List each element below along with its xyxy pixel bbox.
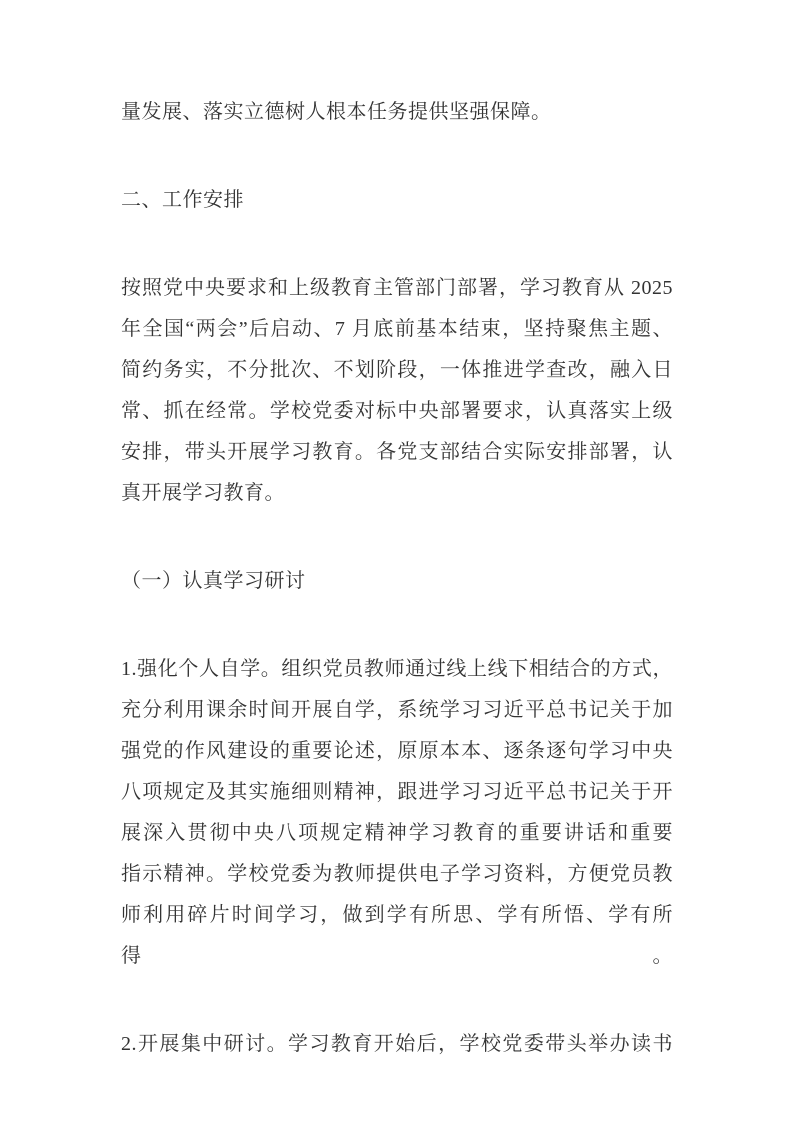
text-line: 量发展、落实立德树人根本任务提供坚强保障。 <box>121 101 552 123</box>
text-line: （一）认真学习研讨 <box>121 570 306 592</box>
text-line: 师利用碎片时间学习，做到学有所思、学有所悟、学有所得。 <box>121 904 673 967</box>
text-line: 充分利用课余时间开展自学，系统学习习近平总书记关于加 <box>121 699 673 721</box>
text-line: 八项规定及其实施细则精神，跟进学习习近平总书记关于开 <box>121 781 673 803</box>
subsection-heading-1 <box>121 561 673 602</box>
paragraph-continuation <box>121 92 673 133</box>
text-line: 简约务实，不分批次、不划阶段，一体推进学查改，融入日 <box>121 359 673 381</box>
text-line: 二、工作安排 <box>121 189 244 211</box>
text-line: 展深入贯彻中央八项规定精神学习教育的重要讲话和重要 <box>121 822 673 844</box>
text-line: 真开展学习教育。 <box>121 482 285 504</box>
section-heading-2 <box>121 180 673 221</box>
text-line: 年全国“两会”后启动、7 月底前基本结束，坚持聚焦主题、 <box>121 318 673 340</box>
paragraph-work-arrangement <box>121 268 673 514</box>
document-body <box>121 92 673 1065</box>
text-line: 指示精神。学校党委为教师提供电子学习资料，方便党员教 <box>121 863 673 885</box>
text-line: 2.开展集中研讨。学习教育开始后，学校党委带头举办读书 <box>121 1033 673 1055</box>
text-line: 按照党中央要求和上级教育主管部门部署，学习教育从 2025 <box>121 277 673 299</box>
text-line: 强党的作风建设的重要论述，原原本本、逐条逐句学习中央 <box>121 740 673 762</box>
paragraph-item-2-group-discussion <box>121 1024 673 1065</box>
text-line: 安排，带头开展学习教育。各党支部结合实际安排部署，认 <box>121 441 673 463</box>
paragraph-item-1-self-study <box>121 649 673 977</box>
text-line: 常、抓在经常。学校党委对标中央部署要求，认真落实上级 <box>121 400 673 422</box>
text-line: 1.强化个人自学。组织党员教师通过线上线下相结合的方式， <box>121 658 673 680</box>
